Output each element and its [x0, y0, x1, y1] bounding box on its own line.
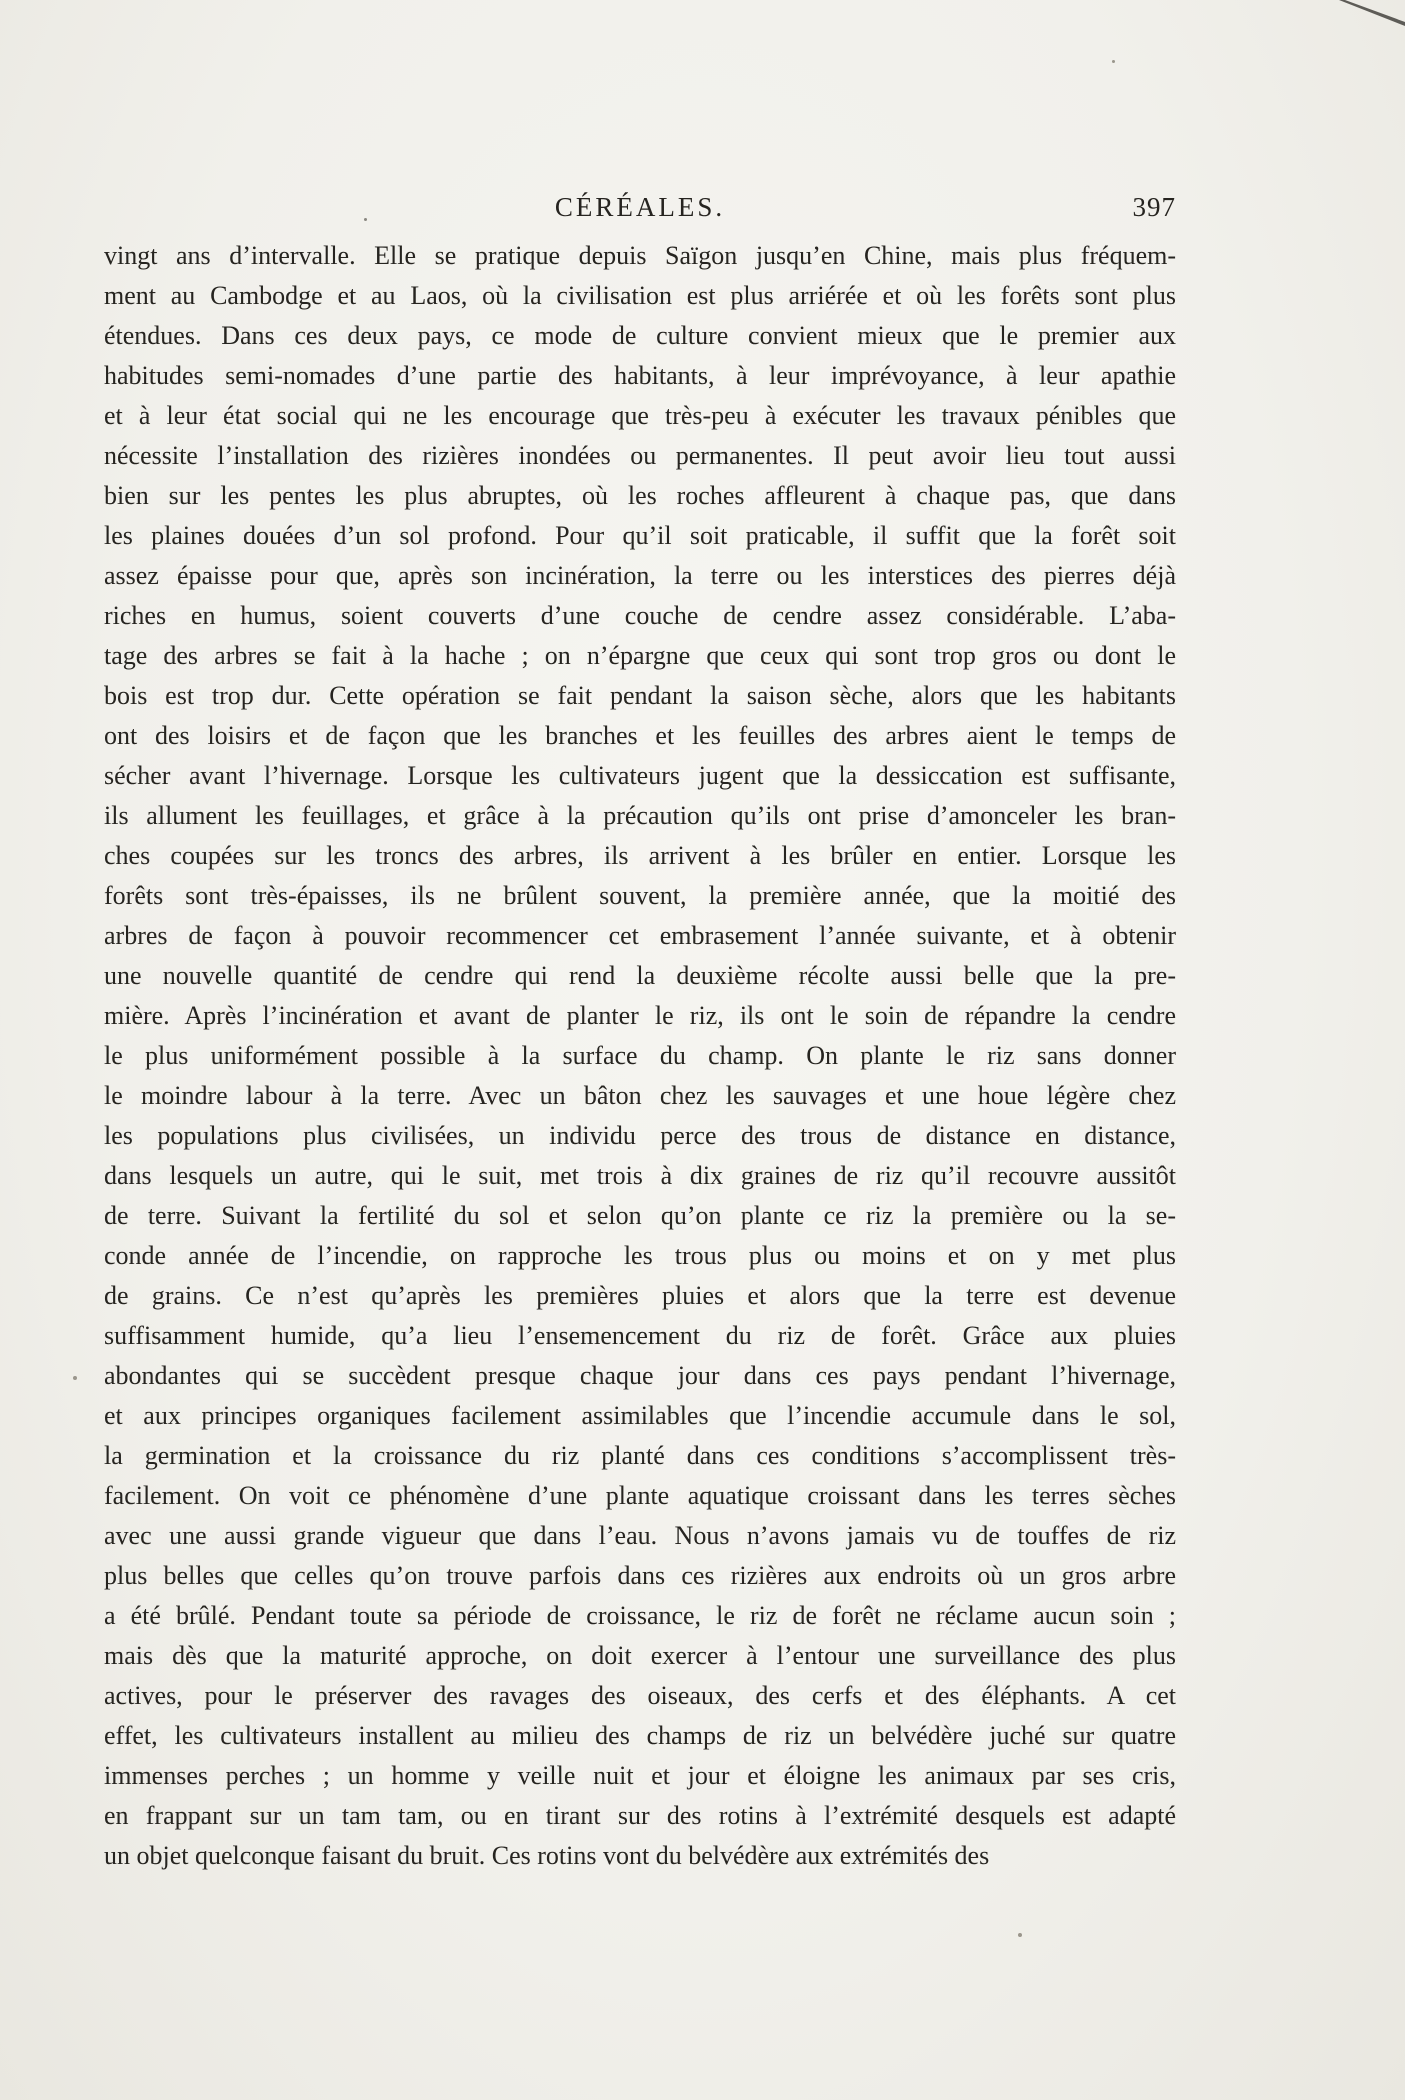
text-line: suffisamment humide, qu’a lieu l’ensemencement du riz de forêt. Grâce aux pluies [104, 1321, 1176, 1350]
text-line: dans lesquels un autre, qui le suit, met trois à dix graines de riz qu’il recouvre aussitôt [104, 1161, 1176, 1190]
margin-speck [1018, 1933, 1022, 1937]
margin-speck [1112, 60, 1115, 63]
text-line: bois est trop dur. Cette opération se fait pendant la saison sèche, alors que les habitants [104, 681, 1176, 710]
text-line: une nouvelle quantité de cendre qui rend la deuxième récolte aussi belle que la pre- [104, 961, 1176, 990]
text-line: ils allument les feuillages, et grâce à la précaution qu’ils ont prise d’amonceler les bran- [104, 801, 1176, 830]
text-line: les plaines douées d’un sol profond. Pour qu’il soit praticable, il suffit que la forêt soit [104, 521, 1176, 550]
text-line: ches coupées sur les troncs des arbres, ils arrivent à les brûler en entier. Lorsque les [104, 841, 1176, 870]
text-line: et aux principes organiques facilement assimilables que l’incendie accumule dans le sol, [104, 1401, 1176, 1430]
text-line: ont des loisirs et de façon que les branches et les feuilles des arbres aient le temps de [104, 721, 1176, 750]
text-line: actives, pour le préserver des ravages des oiseaux, des cerfs et des éléphants. A cet [104, 1681, 1176, 1710]
page-number: 397 [1132, 192, 1176, 222]
text-line: mais dès que la maturité approche, on doit exercer à l’entour une surveillance des plus [104, 1641, 1176, 1670]
text-line: tage des arbres se fait à la hache ; on n’épargne que ceux qui sont trop gros ou dont le [104, 641, 1176, 670]
text-line: forêts sont très-épaisses, ils ne brûlent souvent, la première année, que la moitié des [104, 881, 1176, 910]
text-line: en frappant sur un tam tam, ou en tirant sur des rotins à l’extrémité desquels est adapté [104, 1801, 1176, 1830]
text-line: riches en humus, soient couverts d’une couche de cendre assez considérable. L’aba- [104, 601, 1176, 630]
text-line: abondantes qui se succèdent presque chaque jour dans ces pays pendant l’hivernage, [104, 1361, 1176, 1390]
text-line: nécessite l’installation des rizières inondées ou permanentes. Il peut avoir lieu tout aussi [104, 441, 1176, 470]
text-line: avec une aussi grande vigueur que dans l’eau. Nous n’avons jamais vu de touffes de riz [104, 1521, 1176, 1550]
text-line: conde année de l’incendie, on rapproche les trous plus ou moins et on y met plus [104, 1241, 1176, 1270]
text-line: vingt ans d’intervalle. Elle se pratique depuis Saïgon jusqu’en Chine, mais plus fréquem- [104, 241, 1176, 270]
margin-speck [73, 1376, 77, 1380]
text-line: un objet quelconque faisant du bruit. Ces rotins vont du belvédère aux extrémités des [104, 1841, 990, 1870]
text-line: habitudes semi-nomades d’une partie des habitants, à leur imprévoyance, à leur apathie [104, 361, 1176, 390]
text-line: immenses perches ; un homme y veille nuit et jour et éloigne les animaux par ses cris, [104, 1761, 1176, 1790]
body-text [104, 236, 1176, 1876]
text-line: le plus uniformément possible à la surface du champ. On plante le riz sans donner [104, 1041, 1176, 1070]
text-line: de grains. Ce n’est qu’après les premières pluies et alors que la terre est devenue [104, 1281, 1176, 1310]
text-line: ment au Cambodge et au Laos, où la civilisation est plus arriérée et où les forêts sont plus [104, 281, 1176, 310]
text-line: sécher avant l’hivernage. Lorsque les cultivateurs jugent que la dessiccation est suffisante, [104, 761, 1176, 790]
text-line: assez épaisse pour que, après son incinération, la terre ou les interstices des pierres déjà [104, 561, 1176, 590]
text-line: de terre. Suivant la fertilité du sol et selon qu’on plante ce riz la première ou la se- [104, 1201, 1176, 1230]
text-line: la germination et la croissance du riz planté dans ces conditions s’accomplissent très- [104, 1441, 1176, 1470]
text-line: mière. Après l’incinération et avant de planter le riz, ils ont le soin de répandre la cendre [104, 1001, 1176, 1030]
text-line: les populations plus civilisées, un individu perce des trous de distance en distance, [104, 1121, 1176, 1150]
text-line: a été brûlé. Pendant toute sa période de croissance, le riz de forêt ne réclame aucun soin ; [104, 1601, 1176, 1630]
text-line: et à leur état social qui ne les encourage que très-peu à exécuter les travaux pénibles que [104, 401, 1176, 430]
text-line: bien sur les pentes les plus abruptes, où les roches affleurent à chaque pas, que dans [104, 481, 1176, 510]
text-line: arbres de façon à pouvoir recommencer cet embrasement l’année suivante, et à obtenir [104, 921, 1176, 950]
text-line: facilement. On voit ce phénomène d’une plante aquatique croissant dans les terres sèches [104, 1481, 1176, 1510]
page-corner-fold [1325, 0, 1405, 40]
text-line: effet, les cultivateurs installent au milieu des champs de riz un belvédère juché sur quatre [104, 1721, 1176, 1750]
text-line: le moindre labour à la terre. Avec un bâton chez les sauvages et une houe légère chez [104, 1081, 1176, 1110]
page-header [104, 192, 1176, 232]
running-head: CÉRÉALES. [554, 192, 726, 222]
text-line: étendues. Dans ces deux pays, ce mode de culture convient mieux que le premier aux [104, 321, 1176, 350]
text-line: plus belles que celles qu’on trouve parfois dans ces rizières aux endroits où un gros arbre [104, 1561, 1176, 1590]
